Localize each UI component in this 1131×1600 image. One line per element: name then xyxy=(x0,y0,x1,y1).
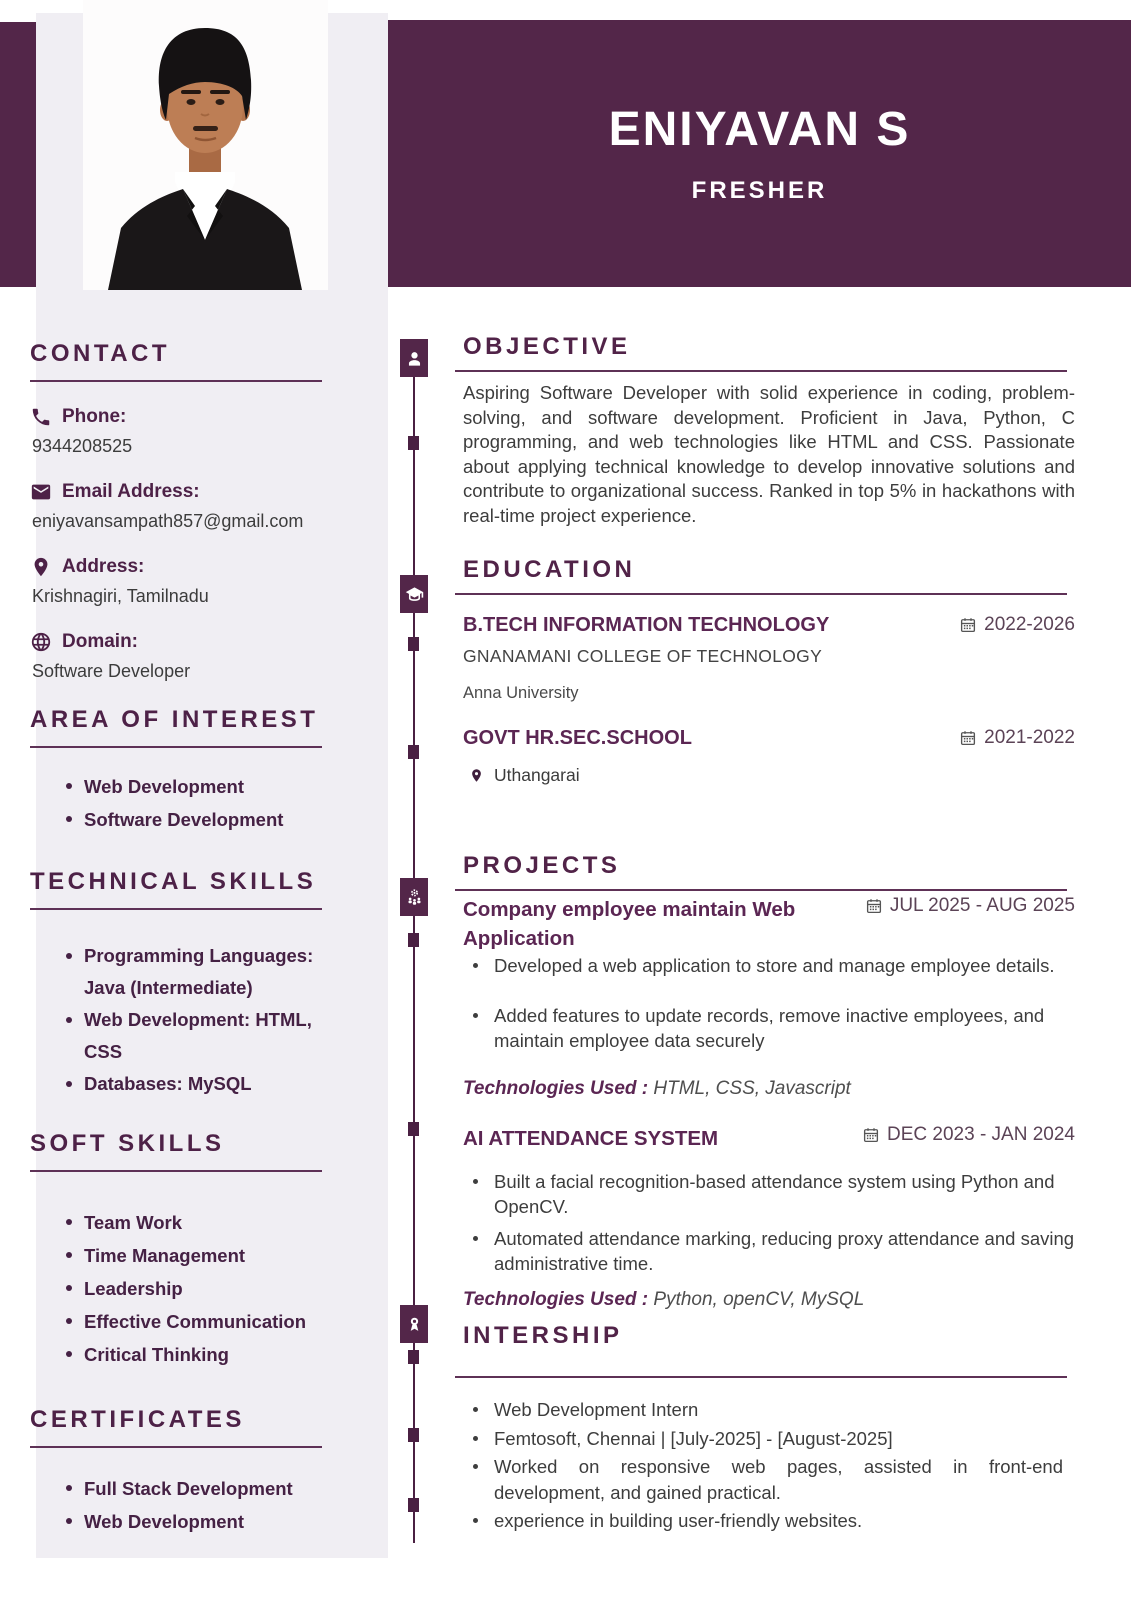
list-item: Time Management xyxy=(66,1239,330,1272)
contact-label: Address: xyxy=(62,556,145,577)
internship-bullet: Femtosoft, Chennai | [July-2025] - [August-2025] xyxy=(471,1426,1075,1452)
education-section xyxy=(455,556,1075,786)
date-range xyxy=(959,727,1075,749)
contact-item-address xyxy=(30,556,330,607)
internship-heading: INTERSHIP xyxy=(463,1322,623,1349)
date-text: DEC 2023 - JAN 2024 xyxy=(887,1123,1075,1145)
date-range xyxy=(959,614,1075,636)
internship-bullet: Web Development Intern xyxy=(471,1397,1075,1423)
technical-skills-section xyxy=(30,868,330,1100)
contact-heading: CONTACT xyxy=(30,340,171,367)
calendar-icon xyxy=(865,897,883,915)
list-item: Effective Communication xyxy=(66,1305,330,1338)
location-icon xyxy=(30,556,52,578)
date-text: 2022-2026 xyxy=(984,614,1075,635)
timeline-marker xyxy=(408,933,419,947)
project-title: AI ATTENDANCE SYSTEM xyxy=(463,1126,719,1150)
list-item: Databases: MySQL xyxy=(66,1068,330,1100)
calendar-icon xyxy=(959,729,977,747)
projects-section xyxy=(455,852,1075,1311)
project-bullet: Added features to update records, remove inactive employees, and maintain employee data securely xyxy=(471,1003,1075,1054)
date-range xyxy=(865,895,1075,917)
objective-heading: OBJECTIVE xyxy=(463,333,631,360)
date-text: 2021-2022 xyxy=(984,727,1075,748)
degree-title: B.TECH INFORMATION TECHNOLOGY xyxy=(463,614,830,636)
internship-section xyxy=(455,1322,1075,1534)
contact-label: Phone: xyxy=(62,406,127,427)
degree-title: GOVT HR.SEC.SCHOOL xyxy=(463,727,692,749)
divider xyxy=(30,1170,322,1172)
list-item: Web Development xyxy=(66,770,330,803)
calendar-icon xyxy=(959,616,977,634)
list-item: Leadership xyxy=(66,1272,330,1305)
list-item: Full Stack Development xyxy=(66,1472,330,1505)
internship-bullet: Worked on responsive web pages, assisted in front-end development, and gained practical. xyxy=(471,1454,1063,1505)
soft-skills-section xyxy=(30,1130,330,1371)
date-text: JUL 2025 - AUG 2025 xyxy=(889,895,1075,916)
divider xyxy=(30,746,322,748)
email-icon xyxy=(30,481,52,503)
location-text: Uthangarai xyxy=(494,765,580,785)
list-item: Programming Languages: Java (Intermediate) xyxy=(66,940,328,1004)
location-icon xyxy=(469,768,484,783)
header-banner xyxy=(388,20,1131,287)
list-item: Software Development xyxy=(66,803,330,836)
education-heading: EDUCATION xyxy=(463,556,636,583)
globe-icon xyxy=(30,631,52,653)
phone-icon xyxy=(30,406,52,428)
candidate-name: ENIYAVAN S xyxy=(608,103,911,156)
objective-section xyxy=(455,333,1075,547)
institution-name: GNANAMANI COLLEGE OF TECHNOLOGY xyxy=(463,646,823,666)
timeline-line xyxy=(413,377,415,1543)
list-item: Web Development xyxy=(66,1505,330,1538)
graduation-cap-icon xyxy=(400,575,428,613)
projects-heading: PROJECTS xyxy=(463,852,621,879)
technologies-values: Python, openCV, MySQL xyxy=(653,1288,865,1310)
technologies-line xyxy=(455,1289,1075,1311)
divider xyxy=(455,1376,1067,1378)
person-icon xyxy=(400,339,428,377)
timeline-marker xyxy=(408,1350,419,1364)
timeline-marker xyxy=(408,637,419,651)
timeline-marker xyxy=(408,745,419,759)
university-name: Anna University xyxy=(463,684,579,702)
contact-item-email xyxy=(30,481,330,532)
project-entry xyxy=(455,895,1075,1100)
list-item: Critical Thinking xyxy=(66,1338,330,1371)
contact-label: Email Address: xyxy=(62,481,200,502)
certificates-section xyxy=(30,1406,330,1538)
phone-value: 9344208525 xyxy=(32,436,133,456)
divider xyxy=(455,593,1067,595)
portrait-illustration xyxy=(83,0,328,290)
technologies-line xyxy=(455,1078,1075,1100)
domain-value: Software Developer xyxy=(32,661,191,681)
project-bullet: Built a facial recognition-based attendance system using Python and OpenCV. xyxy=(471,1169,1075,1220)
divider xyxy=(455,889,1067,891)
team-gear-icon xyxy=(400,878,428,916)
contact-section xyxy=(30,340,330,682)
divider xyxy=(30,908,322,910)
contact-item-domain xyxy=(30,631,330,682)
contact-label: Domain: xyxy=(62,631,138,652)
internship-bullet: experience in building user-friendly websites. xyxy=(471,1508,1075,1534)
timeline-marker xyxy=(408,1498,419,1512)
contact-item-phone xyxy=(30,406,330,457)
soft-skills-heading: SOFT SKILLS xyxy=(30,1130,225,1157)
project-title: Company employee maintain Web Application xyxy=(463,898,796,950)
project-bullet: Automated attendance marking, reducing proxy attendance and saving administrative time. xyxy=(471,1226,1075,1277)
technologies-label: Technologies Used : xyxy=(463,1288,649,1310)
left-accent-strip xyxy=(0,22,36,287)
list-item: Team Work xyxy=(66,1206,330,1239)
timeline-marker xyxy=(408,1428,419,1442)
timeline-marker xyxy=(408,436,419,450)
address-value: Krishnagiri, Tamilnadu xyxy=(32,586,209,606)
calendar-icon xyxy=(862,1126,880,1144)
project-entry xyxy=(455,1124,1075,1311)
objective-text: Aspiring Software Developer with solid experience in coding, problem-solving, and software development. Proficient in Java, Python, C programming, and web technologies like HTML and CSS. Passionate about applying technical knowledge to develop innovative solutions and contribute to organizational success. Ranked in top 5% in hackathons with real-time project experience. xyxy=(463,382,1075,526)
technologies-values: HTML, CSS, Javascript xyxy=(653,1077,851,1099)
list-item: Web Development: HTML, CSS xyxy=(66,1004,330,1068)
certificates-heading: CERTIFICATES xyxy=(30,1406,245,1433)
technical-skills-heading: TECHNICAL SKILLS xyxy=(30,868,317,895)
date-range xyxy=(862,1124,1075,1146)
award-ribbon-icon xyxy=(400,1305,428,1343)
candidate-title: FRESHER xyxy=(691,177,828,204)
education-entry xyxy=(455,614,1075,703)
area-of-interest-section xyxy=(30,706,330,836)
email-value: eniyavansampath857@gmail.com xyxy=(32,511,304,531)
divider xyxy=(30,380,322,382)
timeline-marker xyxy=(408,1122,419,1136)
divider xyxy=(30,1446,322,1448)
technologies-label: Technologies Used : xyxy=(463,1077,649,1099)
area-of-interest-heading: AREA OF INTEREST xyxy=(30,706,319,733)
school-location xyxy=(455,765,1075,786)
divider xyxy=(455,370,1067,372)
profile-photo xyxy=(83,0,328,290)
education-entry xyxy=(455,727,1075,786)
project-bullet: Developed a web application to store and manage employee details. xyxy=(471,953,1075,979)
